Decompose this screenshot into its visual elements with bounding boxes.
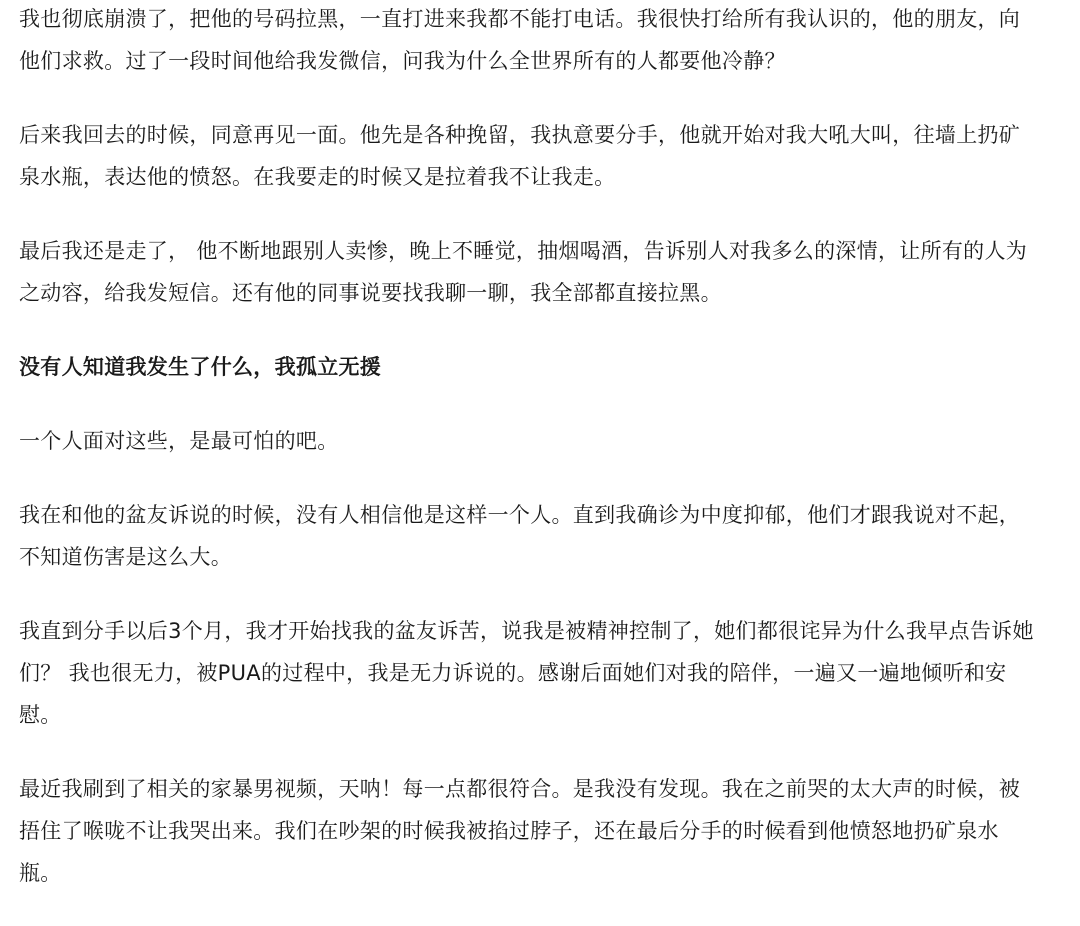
paragraph: 我直到分手以后3个月，我才开始找我的盆友诉苦，说我是被精神控制了，她们都很诧异为什么我早点告诉她们？ 我也很无力，被PUA的过程中，我是无力诉说的。感谢后面她们对我的陪伴，一遍又一遍地倾听和安慰。 (19, 619, 1034, 727)
paragraph: 我在和他的盆友诉说的时候，没有人相信他是这样一个人。直到我确诊为中度抑郁，他们才跟我说对不起，不知道伤害是这么大。 (19, 503, 1021, 569)
paragraph: 最后我还是走了， 他不断地跟别人卖惨，晚上不睡觉，抽烟喝酒，告诉别人对我多么的深情，让所有的人为之动容，给我发短信。还有他的同事说要找我聊一聊，我全部都直接拉黑。 (19, 239, 1028, 305)
paragraph: 我也彻底崩溃了，把他的号码拉黑，一直打进来我都不能打电话。我很快打给所有我认识的，他的朋友，向他们求救。过了一段时间他给我发微信，问我为什么全世界所有的人都要他冷静？ (19, 7, 1021, 73)
paragraph: 一个人面对这些，是最可怕的吧。 (19, 429, 339, 453)
paragraph: 最近我刷到了相关的家暴男视频，天呐！每一点都很符合。是我没有发现。我在之前哭的太大声的时候，被捂住了喉咙不让我哭出来。我们在吵架的时候我被掐过脖子，还在最后分手的时候看到他愤怒地扔矿泉水瓶。 (19, 777, 1021, 885)
paragraph: 后来我回去的时候，同意再见一面。他先是各种挽留，我执意要分手，他就开始对我大吼大叫，往墙上扔矿泉水瓶，表达他的愤怒。在我要走的时候又是拉着我不让我走。 (19, 123, 1021, 189)
section-heading: 没有人知道我发生了什么，我孤立无援 (19, 355, 382, 379)
article-body (19, 0, 1039, 926)
